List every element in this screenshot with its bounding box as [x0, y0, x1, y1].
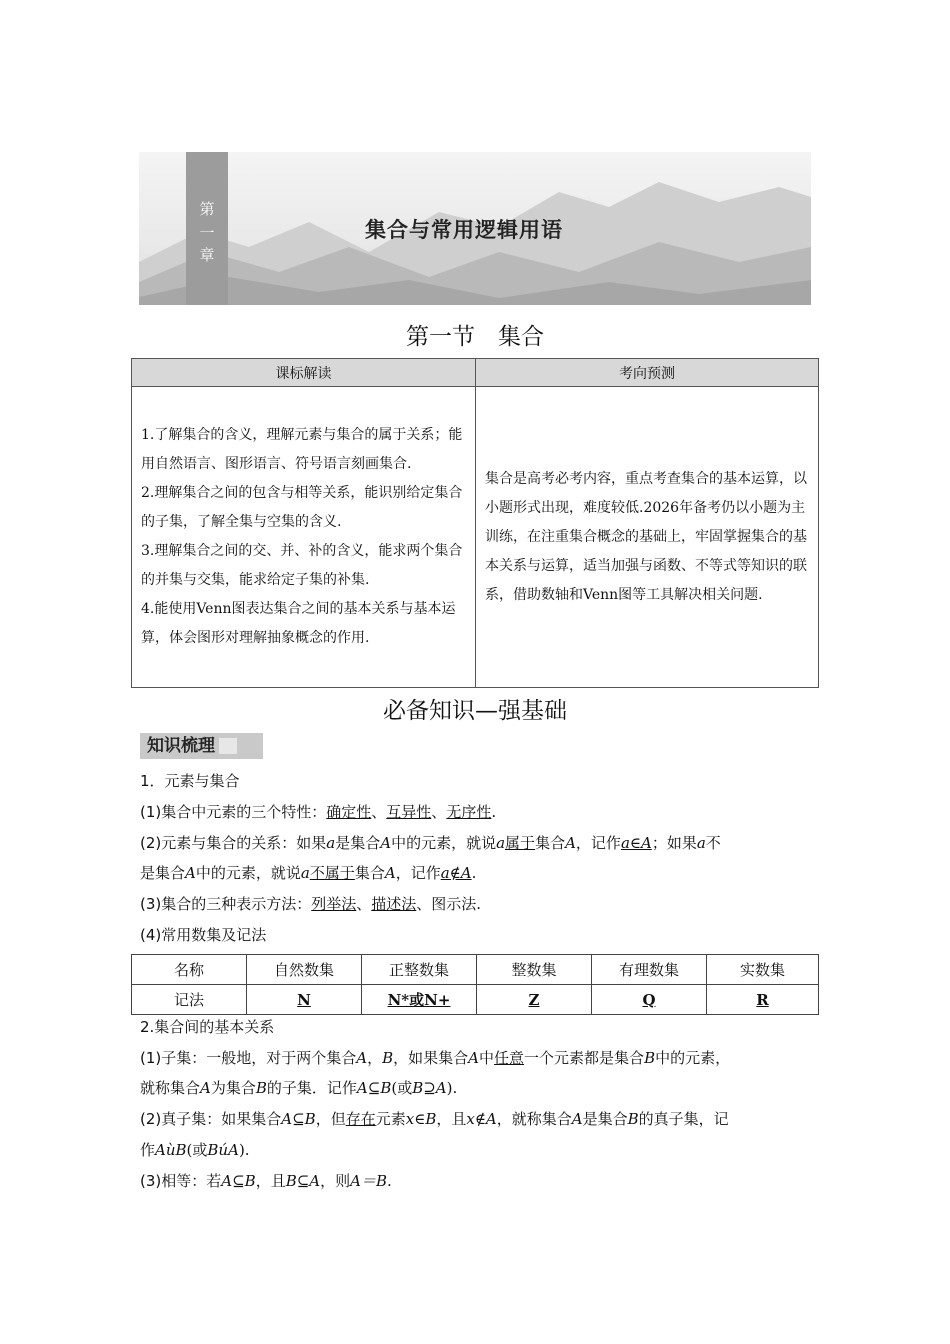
text: 一般地，对于两个集合 — [206, 1049, 357, 1067]
var: A — [571, 1110, 583, 1128]
var: A — [185, 864, 196, 882]
forecast-text: 集合是高考必考内容，重点考查集合的基本运算，以小题形式出现，难度较低.2026年备考仍以小题为主训练，在注重集合概念的基础上，牢固掌握集合的基本关系与运算，适当加强与函数、不等式等知识的联系，借助数轴和Venn图等工具解决相关问题. — [485, 470, 807, 603]
text: (或 — [391, 1079, 413, 1097]
text: 的真子集，记 — [638, 1110, 729, 1128]
var: A — [565, 834, 576, 852]
table-cell: Q — [592, 985, 707, 1015]
decorative-icon — [219, 738, 237, 754]
table-cell: 整数集 — [477, 955, 592, 985]
text: (或 — [186, 1141, 208, 1159]
text: ，就称集合 — [496, 1110, 572, 1128]
chapter-label-2: 一 — [199, 224, 215, 242]
var: a — [696, 834, 706, 852]
math: B⊇A — [412, 1079, 447, 1097]
list-item: 1.了解集合的含义，理解元素与集合的属于关系；能用自然语言、图形语言、符号语言刻画集合. — [141, 427, 463, 472]
table-row — [132, 955, 819, 985]
p3-label: (3)相等： — [140, 1172, 207, 1190]
part2-p1-line2 — [140, 1078, 815, 1098]
table-cell: 记法 — [132, 985, 247, 1015]
var: A — [356, 1049, 368, 1067]
part1-p2-line1 — [140, 833, 815, 853]
blank-answer: 存在 — [345, 1110, 376, 1128]
text: 如果 — [296, 834, 327, 852]
chapter-banner — [139, 152, 811, 305]
table-cell: R — [707, 985, 819, 1015]
blank-answer: 描述法 — [371, 895, 417, 913]
text: ). — [238, 1141, 250, 1159]
chapter-tab — [186, 152, 228, 305]
table-cell: 正整数集 — [362, 955, 477, 985]
text: 、图示法. — [416, 895, 482, 913]
text: 集合 — [535, 834, 566, 852]
part1-p2-line2 — [140, 863, 815, 883]
text: 的子集．记作 — [266, 1079, 357, 1097]
text: . — [387, 1172, 392, 1190]
var: A — [380, 834, 392, 852]
var: B — [627, 1110, 639, 1128]
text: . — [471, 864, 477, 882]
part2-p1-line1 — [140, 1048, 815, 1068]
math: A⊆B — [281, 1110, 316, 1128]
table-header: 课标解读 — [132, 359, 476, 387]
standards-right-cell — [476, 387, 819, 688]
text: ， — [367, 1049, 383, 1067]
text: ，记作 — [575, 834, 621, 852]
list-item: 4.能使用Venn图表达集合之间的基本关系与基本运算，体会图形对理解抽象概念的作用. — [141, 601, 456, 646]
var: a — [326, 834, 336, 852]
text: 是集合 — [335, 834, 381, 852]
chapter-label-1: 第 — [199, 200, 215, 218]
blank-answer: a∉A — [440, 864, 472, 882]
var: a — [300, 864, 310, 882]
table-cell: 有理数集 — [592, 955, 707, 985]
text: 作 — [140, 1141, 156, 1159]
p2-label: (2)元素与集合的关系： — [140, 834, 297, 852]
separator: 、 — [356, 895, 372, 913]
math: A＝B — [350, 1172, 388, 1190]
standards-left-cell — [132, 387, 476, 688]
number-sets-table — [131, 954, 819, 1015]
table-header: 考向预测 — [476, 359, 819, 387]
text: 就称集合 — [140, 1079, 201, 1097]
var: B — [255, 1079, 267, 1097]
badge-label: 知识梳理 — [147, 736, 215, 756]
text: ，记作 — [395, 864, 441, 882]
text: 中的元素，就说 — [391, 834, 497, 852]
blank-answer: 任意 — [494, 1049, 525, 1067]
blank-answer: 互异性 — [386, 803, 432, 821]
blank-answer: 无序性 — [446, 803, 492, 821]
part1-p4: (4)常用数集及记法 — [140, 926, 267, 944]
text: ，且 — [255, 1172, 286, 1190]
text: 中的元素， — [655, 1049, 731, 1067]
blank-answer: 确定性 — [326, 803, 372, 821]
blank-answer: a∈A — [620, 834, 652, 852]
chapter-label-3: 章 — [199, 246, 215, 264]
table-cell: 名称 — [132, 955, 247, 985]
knowledge-title: 必备知识—强基础 — [383, 698, 567, 724]
table-cell: N*或N+ — [362, 985, 477, 1015]
var: A — [384, 864, 396, 882]
math: x∉A — [466, 1110, 497, 1128]
var: A — [200, 1079, 211, 1097]
part2-p2-line1 — [140, 1109, 815, 1129]
math: x∈B — [405, 1110, 437, 1128]
text: 中 — [479, 1049, 495, 1067]
text: 是集合 — [582, 1110, 628, 1128]
text: ，但 — [315, 1110, 346, 1128]
part1-p3 — [140, 894, 815, 914]
blank-answer: 属于 — [505, 834, 536, 852]
part1-p1: (1)集合中元素的三个特性：确定性、互异性、无序性. — [140, 803, 497, 821]
text: ；如果 — [651, 834, 697, 852]
knowledge-badge — [140, 733, 263, 759]
list-item: 2.理解集合之间的包含与相等关系，能识别给定集合的子集，了解全集与空集的含义. — [141, 485, 463, 530]
var: B — [382, 1049, 394, 1067]
text: ). — [446, 1079, 458, 1097]
table-cell: N — [247, 985, 362, 1015]
table-cell: 实数集 — [707, 955, 819, 985]
list-item: 3.理解集合之间的交、并、补的含义，能求两个集合的并集与交集，能求给定子集的补集. — [141, 543, 463, 588]
math: B⊆A — [285, 1172, 321, 1190]
var: a — [496, 834, 506, 852]
p1-label: (1)集合中元素的三个特性： — [140, 803, 327, 821]
var: A — [468, 1049, 480, 1067]
math: AùB — [155, 1141, 187, 1159]
math: BúA — [207, 1141, 239, 1159]
table-row — [132, 985, 819, 1015]
text: ，则 — [320, 1172, 351, 1190]
blank-answer: 列举法 — [311, 895, 357, 913]
p2-label: (2)真子集： — [140, 1110, 222, 1128]
section-title: 第一节 集合 — [406, 324, 544, 350]
text: 中的元素，就说 — [195, 864, 301, 882]
standards-table — [131, 358, 819, 688]
part1-heading: 1．元素与集合 — [140, 772, 240, 790]
text: 为集合 — [210, 1079, 256, 1097]
part2-p2-line2 — [140, 1140, 815, 1160]
part2-p3 — [140, 1171, 815, 1191]
text: ，如果集合 — [393, 1049, 469, 1067]
text: 若 — [206, 1172, 222, 1190]
text: 是集合 — [140, 864, 186, 882]
blank-answer: 不属于 — [309, 864, 355, 882]
var: B — [644, 1049, 656, 1067]
text: ，且 — [436, 1110, 467, 1128]
text: 元素 — [375, 1110, 406, 1128]
text: 一个元素都是集合 — [524, 1049, 645, 1067]
math: A⊆B — [221, 1172, 256, 1190]
table-cell: Z — [477, 985, 592, 1015]
chapter-title: 集合与常用逻辑用语 — [365, 218, 563, 242]
separator: 、 — [371, 803, 387, 821]
text: 如果集合 — [221, 1110, 282, 1128]
separator: 、 — [431, 803, 447, 821]
text: 不 — [705, 834, 721, 852]
p3-label: (3)集合的三种表示方法： — [140, 895, 312, 913]
part2-heading: 2.集合间的基本关系 — [140, 1018, 275, 1036]
math: A⊆B — [356, 1079, 392, 1097]
text: 集合 — [354, 864, 385, 882]
p1-label: (1)子集： — [140, 1049, 207, 1067]
table-cell: 自然数集 — [247, 955, 362, 985]
